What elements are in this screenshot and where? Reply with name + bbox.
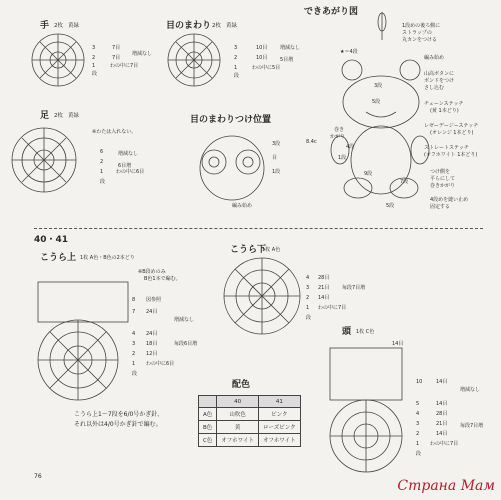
eye-position-chart <box>200 136 264 200</box>
section-label: 40・41 <box>34 235 69 245</box>
head-title: 頭 <box>342 327 352 337</box>
hand-color: 黄緑 <box>68 23 80 29</box>
footer-note-1: こうら上1～7段を6/0号かぎ針、 <box>74 411 164 418</box>
table-row: C色 オフホワイト オフホワイト <box>199 434 301 447</box>
watermark: Страна Мам <box>397 478 495 494</box>
foot-title: 足 <box>40 111 50 121</box>
koura-bottom-title: こうら下 <box>230 245 267 255</box>
koura-top-chart <box>38 282 128 322</box>
head-chart <box>330 348 402 400</box>
hand-count: 2枚 <box>54 23 63 29</box>
table-row: B色 黄 ローズピンク <box>199 421 301 434</box>
hand-title: 手 <box>40 21 50 31</box>
pattern-page: 手 2枚 黄緑 3 7目 増減なし 2 7目 1 わの中に7目 段 目のまわり 2枚 黄緑 3 10目 増減なし 2 10目 5目増 1 わの中に5目 段 できあがり図 1段めの後ろ側に ストラップの 丸カンをつける 編み始め 山高ボタンに ボンドをつけ さし込む チェーンステッチ (黄 1本どり) レゼーデージーステッチ (オレンジ 1本どり) ストレートステッチ (オフホワイト 1本どり) つけ側を 平らにして 巻きかがり 4段めを縫い止め 固定する ★＝4段 3段 5段 巻き かがり 8.4c 4段 1段 9段 7段 5段 足 2枚 黄緑 ※わたは入れない。 6 増減なし 2 6目増 1 わの中に6目 段 目のまわりつけ位置 3段 目 1段 編み始め 40・41 こうら上 1枚 A色・B色の2本どり ※B段めのみ B色1本で編む。 8 図参照 7 24目 増減なし 4 24目 3 18目 毎段6目増 2 12目 1 わの中に6目 段 こうら下 1枚 A色 4 28目 3 21目 毎段7目増 2 14目 1 わの中に7目 段 頭 1枚 C色 14目 10 14目 増減なし 5 14目 4 28目 3 21目 毎段7目増 2 14目 1 わの中に7目 段 配色 40 41 A色 山吹色 ピンク B色 黄 ローズピンク C色 オフホワイト オフホワイト こうら上1～7段を6/0号かぎ針、 それ以外は4/0号かぎ針で編む。 76 Страна Мам <box>0 0 501 500</box>
colors-title: 配色 <box>232 380 251 390</box>
page-number: 76 <box>34 473 42 480</box>
table-row: 40 41 <box>199 396 301 408</box>
eye-title: 目のまわり <box>166 21 212 31</box>
koura-top-title: こうら上 <box>40 253 77 263</box>
section-divider <box>34 228 483 229</box>
finished-title: できあがり図 <box>304 7 359 17</box>
colors-table <box>198 395 301 447</box>
footer-note-2: それ以外は4/0号かぎ針で編む。 <box>74 421 162 428</box>
table-row: A色 山吹色 ピンク <box>199 408 301 421</box>
eyepos-title: 目のまわりつけ位置 <box>190 115 272 125</box>
